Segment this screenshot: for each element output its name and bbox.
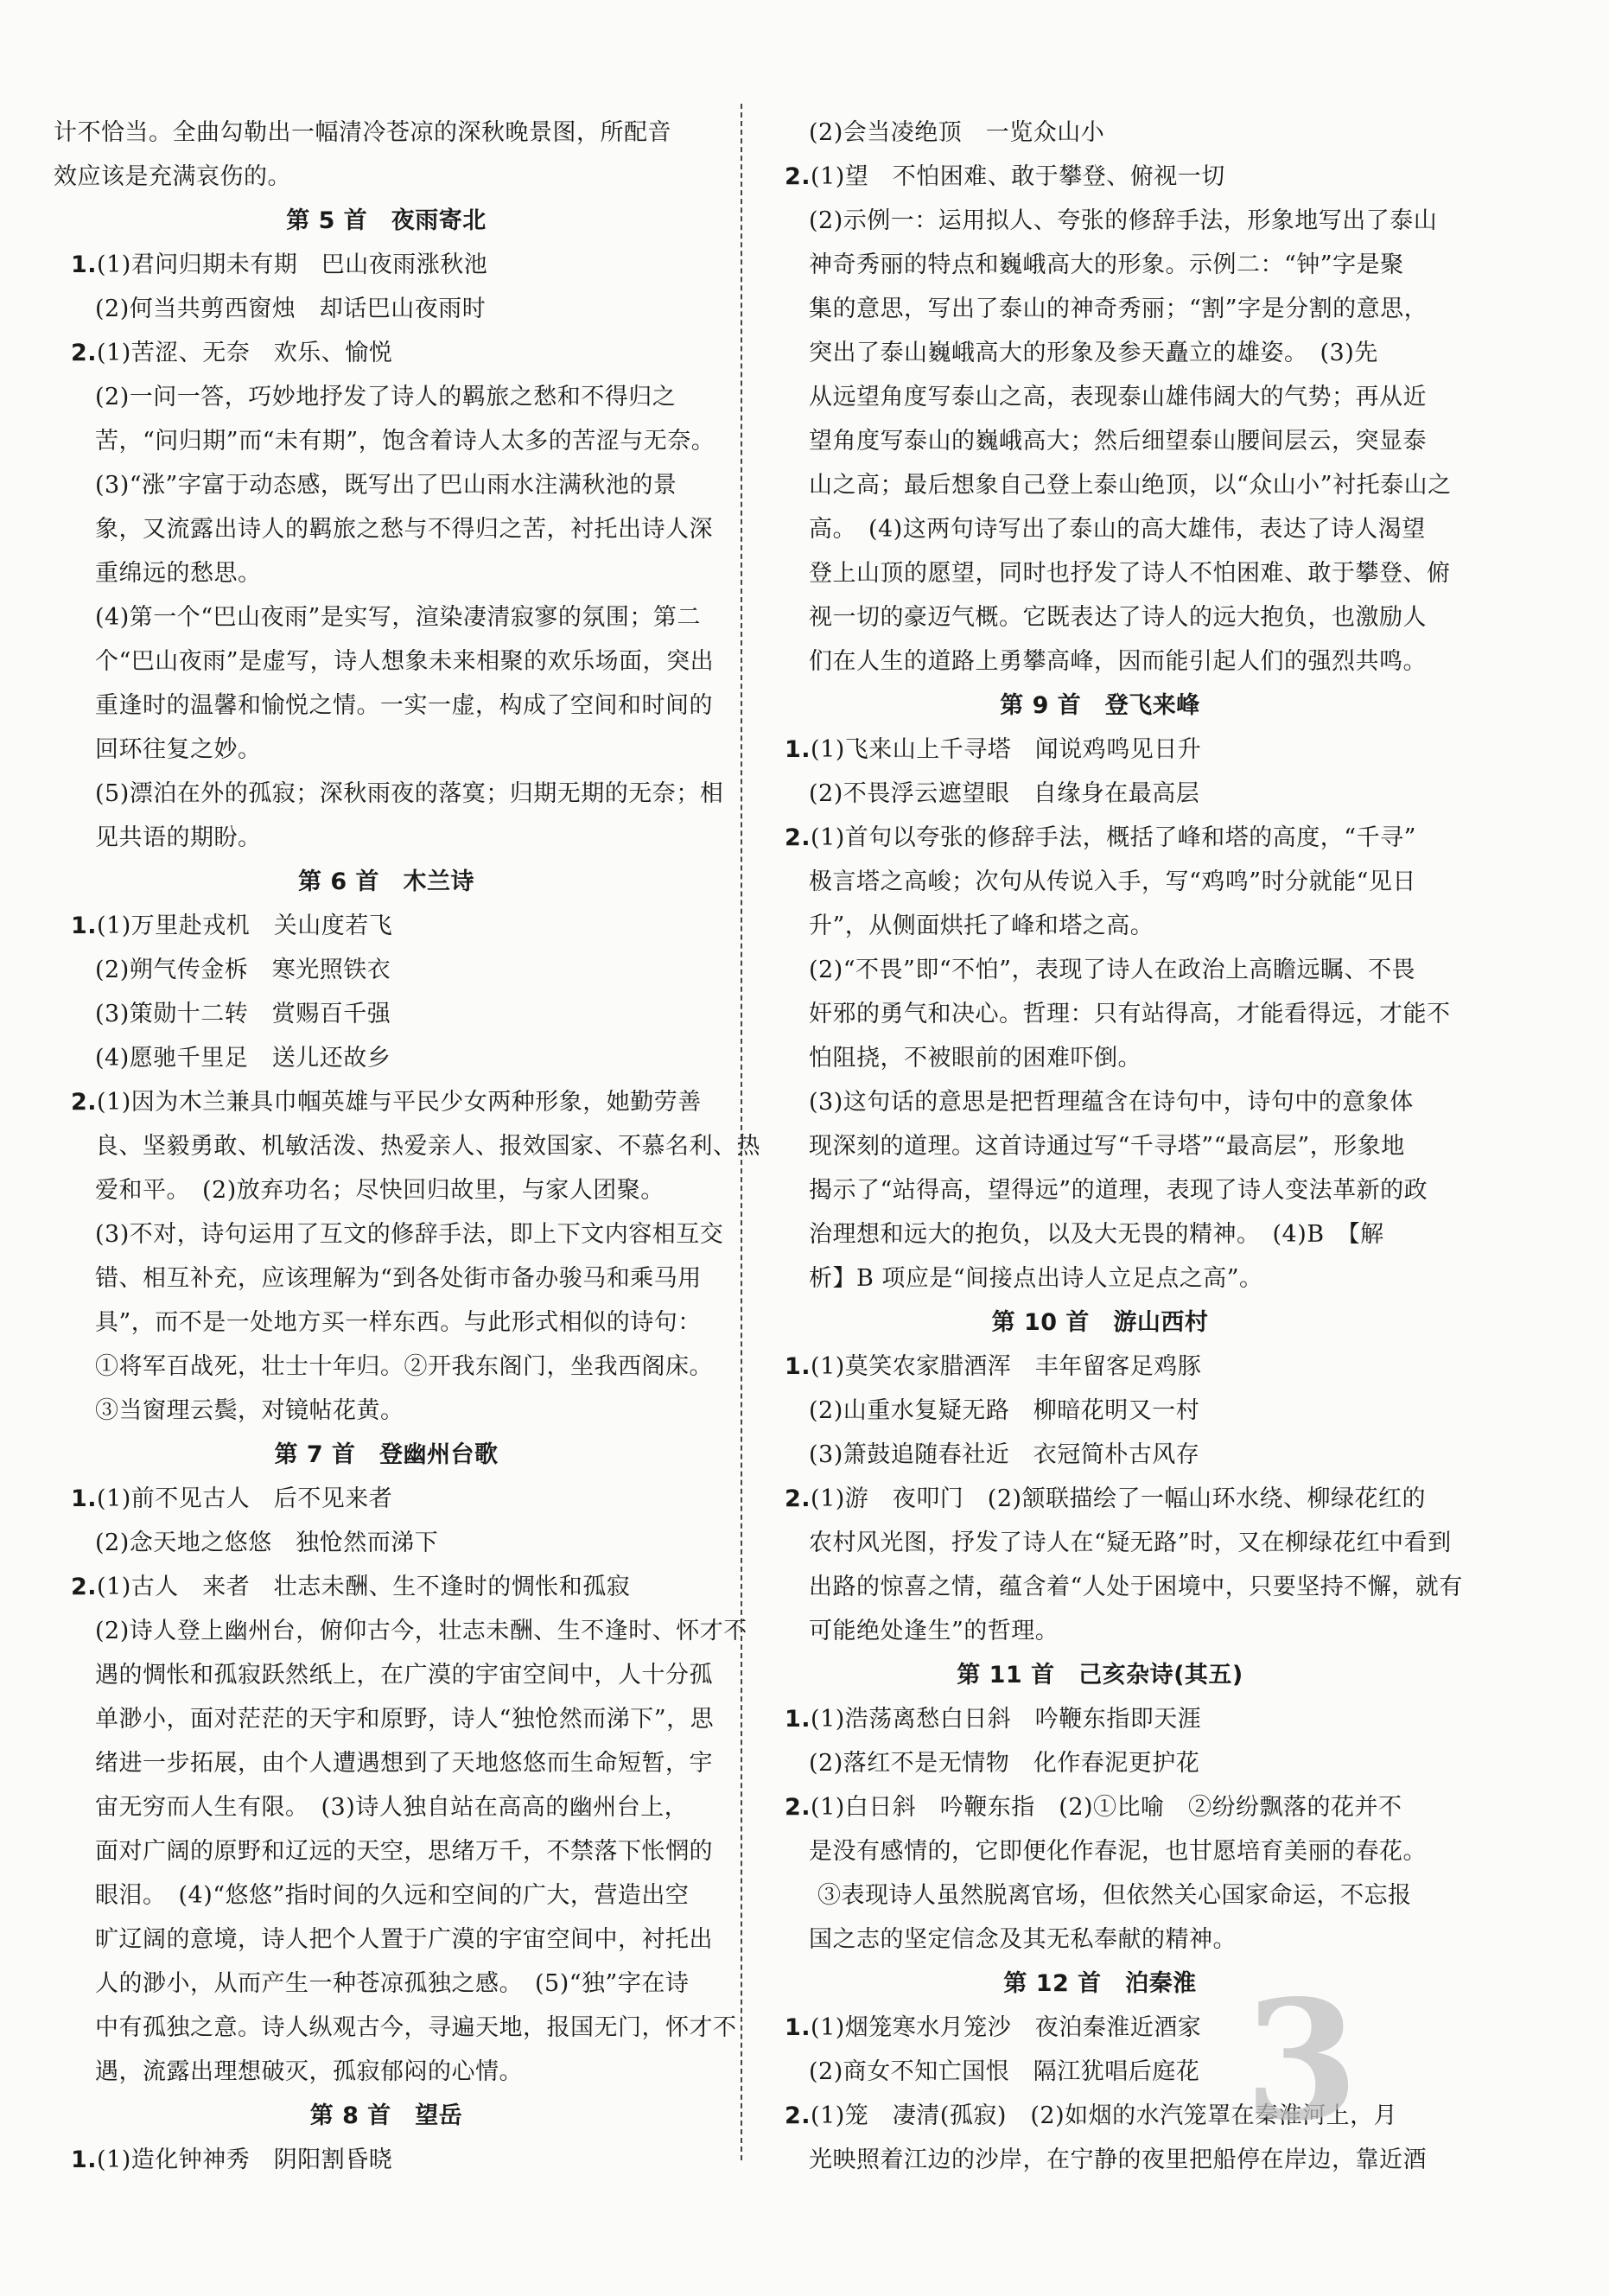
item-number: 1.	[785, 736, 811, 763]
item-number: 2.	[785, 2102, 811, 2129]
answer-item	[54, 1477, 719, 1521]
text-line: 旷辽阔的意境，诗人把个人置于广漠的宇宙空间中，衬托出	[95, 1926, 713, 1953]
answer-item	[767, 816, 1433, 860]
column-divider	[741, 104, 742, 2160]
text-line: 极言塔之高峻；次句从传说入手，写“鸡鸣”时分就能“见日	[809, 868, 1416, 895]
text-line: 国之志的坚定信念及其无私奉献的精神。	[809, 1926, 1237, 1953]
text-line: 遇的惆怅和孤寂跃然纸上，在广漠的宇宙空间中，人十分孤	[95, 1662, 713, 1689]
text-line: 见共语的期盼。	[95, 824, 262, 851]
item-number: 1.	[71, 1485, 98, 1512]
text-line: 效应该是充满哀伤的。	[54, 163, 291, 190]
text-line: (5)漂泊在外的孤寂；深秋雨夜的落寞；归期无期的无奈；相	[95, 780, 724, 807]
item-number: 2.	[785, 1485, 811, 1512]
text-line: (2)示例一：运用拟人、夸张的修辞手法，形象地写出了泰山	[809, 207, 1438, 234]
item-text: (1)前不见古人 后不见来者	[97, 1485, 393, 1512]
text-line: 治理想和远大的抱负，以及大无畏的精神。 (4)B 【解	[809, 1221, 1384, 1248]
text-line: 爱和平。 (2)放弃功名；尽快回归故里，与家人团聚。	[95, 1177, 665, 1204]
text-line: 山之高；最后想象自己登上泰山绝顶，以“众山小”衬托泰山之	[809, 472, 1452, 499]
text-line: 出路的惊喜之情，蕴含着“人处于困境中，只要坚持不懈，就有	[809, 1574, 1463, 1600]
text-line: 重逢时的温馨和愉悦之情。一实一虚，构成了空间和时间的	[95, 692, 713, 719]
section-heading: 第 6 首 木兰诗	[297, 868, 475, 895]
text-line: (3)这句话的意思是把哲理蕴含在诗句中，诗句中的意象体	[809, 1089, 1414, 1116]
text-line: 析】B 项应是“间接点出诗人立足点之高”。	[809, 1265, 1263, 1292]
item-text: (1)浩荡离愁白日斜 吟鞭东指即天涯	[811, 1706, 1202, 1733]
answer-item	[767, 1477, 1433, 1521]
answer-item	[54, 1565, 719, 1609]
item-text: (1)万里赴戎机 关山度若飞	[97, 913, 393, 939]
text-line: 苦，“问归期”而“未有期”，饱含着诗人太多的苦涩与无奈。	[95, 428, 715, 455]
item-number: 1.	[71, 913, 98, 939]
item-text: (1)苦涩、无奈 欢乐、愉悦	[97, 340, 393, 366]
item-text: (1)首句以夸张的修辞手法，概括了峰和塔的高度，“千寻”	[811, 824, 1416, 851]
answer-item	[767, 728, 1433, 772]
text-line: 是没有感情的，它即便化作春泥，也甘愿培育美丽的春花。	[809, 1838, 1427, 1865]
answer-item	[54, 2138, 719, 2182]
text-line: (2)何当共剪西窗烛 却话巴山夜雨时	[95, 296, 487, 322]
text-line: ③当窗理云鬓，对镜帖花黄。	[95, 1397, 404, 1424]
text-line: (2)诗人登上幽州台，俯仰古今，壮志未酬、生不逢时、怀才不	[95, 1618, 747, 1644]
section-heading: 第 8 首 望岳	[309, 2102, 463, 2129]
text-line: 绪进一步拓展，由个人遭遇想到了天地悠悠而生命短暂，宇	[95, 1750, 713, 1777]
answer-item	[54, 331, 719, 375]
text-line: (2)朔气传金柝 寒光照铁衣	[95, 957, 391, 983]
item-number: 2.	[71, 1574, 98, 1600]
item-text: (1)莫笑农家腊酒浑 丰年留客足鸡豚	[811, 1353, 1202, 1380]
text-line: 良、坚毅勇敢、机敏活泼、热爱亲人、报效国家、不慕名利、热	[95, 1133, 760, 1160]
text-line: 高。 (4)这两句诗写出了泰山的高大雄伟，表达了诗人渴望	[809, 516, 1426, 543]
text-line: 升”，从侧面烘托了峰和塔之高。	[809, 913, 1154, 939]
item-number: 1.	[785, 1353, 811, 1380]
section-heading: 第 7 首 登幽州台歌	[274, 1441, 499, 1468]
text-line: (2)山重水复疑无路 柳暗花明又一村	[809, 1397, 1200, 1424]
item-number: 1.	[71, 251, 98, 278]
text-line: (2)念天地之悠悠 独怆然而涕下	[95, 1530, 439, 1556]
text-line: 中有孤独之意。诗人纵观古今，寻遍天地，报国无门，怀才不	[95, 2014, 737, 2041]
text-line: 望角度写泰山的巍峨高大；然后细望泰山腰间层云，突显泰	[809, 428, 1427, 455]
text-line: 错、相互补充，应该理解为“到各处街市备办骏马和乘马用	[95, 1265, 702, 1292]
item-number: 1.	[71, 2147, 98, 2173]
item-number: 2.	[785, 1794, 811, 1821]
text-line: 怕阻挠，不被眼前的困难吓倒。	[809, 1045, 1142, 1072]
item-number: 1.	[785, 1706, 811, 1733]
text-line: (3)箫鼓追随春社近 衣冠简朴古风存	[809, 1441, 1200, 1468]
text-line: (2)会当凌绝顶 一览众山小	[809, 119, 1105, 146]
item-number: 2.	[71, 1089, 98, 1116]
item-text: (1)烟笼寒水月笼沙 夜泊秦淮近酒家	[811, 2014, 1202, 2041]
text-line: (2)落红不是无情物 化作春泥更护花	[809, 1750, 1200, 1777]
text-line: 回环往复之妙。	[95, 736, 262, 763]
item-text: (1)因为木兰兼具巾帼英雄与平民少女两种形象，她勤劳善	[97, 1089, 702, 1116]
text-line: 人的渺小，从而产生一种苍凉孤独之感。 (5)“独”字在诗	[95, 1970, 690, 1997]
item-text: (1)笼 凄清(孤寂) (2)如烟的水汽笼罩在秦淮河上，月	[811, 2102, 1398, 2129]
text-line: (2)商女不知亡国恨 隔江犹唱后庭花	[809, 2058, 1200, 2085]
page-number: 3	[1244, 1964, 1359, 2157]
text-line: (3)“涨”字富于动态感，既写出了巴山雨水注满秋池的景	[95, 472, 677, 499]
text-line: (3)策勋十二转 赏赐百千强	[95, 1001, 391, 1027]
item-text: (1)白日斜 吟鞭东指 (2)①比喻 ②纷纷飘落的花并不	[811, 1794, 1402, 1821]
item-text: (1)游 夜叩门 (2)颔联描绘了一幅山环水绕、柳绿花红的	[811, 1485, 1427, 1512]
answer-item	[54, 1080, 719, 1124]
text-line: 们在人生的道路上勇攀高峰，因而能引起人们的强烈共鸣。	[809, 648, 1427, 675]
item-text: (1)飞来山上千寻塔 闻说鸡鸣见日升	[811, 736, 1202, 763]
text-line: 神奇秀丽的特点和巍峨高大的形象。示例二：“钟”字是聚	[809, 251, 1404, 278]
text-line: 面对广阔的原野和辽远的天空，思绪万千，不禁落下怅惘的	[95, 1838, 713, 1865]
item-number: 2.	[785, 824, 811, 851]
text-line: 登上山顶的愿望，同时也抒发了诗人不怕困难、敢于攀登、俯	[809, 560, 1451, 587]
text-line: 象，又流露出诗人的羁旅之愁与不得归之苦，衬托出诗人深	[95, 516, 713, 543]
text-line: 揭示了“站得高，望得远”的道理，表现了诗人变法革新的政	[809, 1177, 1428, 1204]
text-line: 宙无穷而人生有限。 (3)诗人独自站在高高的幽州台上，	[95, 1794, 689, 1821]
text-line: (4)第一个“巴山夜雨”是实写，渲染凄清寂寥的氛围；第二	[95, 604, 701, 631]
item-text: (1)君问归期未有期 巴山夜雨涨秋池	[97, 251, 488, 278]
text-line: 突出了泰山巍峨高大的形象及参天矗立的雄姿。 (3)先	[809, 340, 1378, 366]
text-line: (4)愿驰千里足 送儿还故乡	[95, 1045, 391, 1072]
text-line: 具”，而不是一处地方买一样东西。与此形式相似的诗句：	[95, 1309, 702, 1336]
item-text: (1)望 不怕困难、敢于攀登、俯视一切	[811, 163, 1225, 190]
text-line: 集的意思，写出了泰山的神奇秀丽；“割”字是分割的意思，	[809, 296, 1428, 322]
answer-item	[54, 243, 719, 287]
text-line: 光映照着江边的沙岸，在宁静的夜里把船停在岸边，靠近酒	[809, 2147, 1427, 2173]
left-column	[54, 111, 760, 2182]
text-line: 眼泪。 (4)“悠悠”指时间的久远和空间的广大，营造出空	[95, 1882, 690, 1909]
right-column	[767, 111, 1463, 2182]
answer-item	[54, 904, 719, 948]
answer-item	[767, 1785, 1433, 1829]
text-line: 个“巴山夜雨”是虚写，诗人想象未来相聚的欢乐场面，突出	[95, 648, 715, 675]
section-heading: 第 5 首 夜雨寄北	[286, 207, 487, 234]
text-line: (3)不对，诗句运用了互文的修辞手法，即上下文内容相互交	[95, 1221, 724, 1248]
text-line: ①将军百战死，壮士十年归。②开我东阁门，坐我西阁床。	[95, 1353, 713, 1380]
text-line: 单渺小，面对茫茫的天宇和原野，诗人“独怆然而涕下”，思	[95, 1706, 715, 1733]
text-line: (2)“不畏”即“不怕”，表现了诗人在政治上高瞻远瞩、不畏	[809, 957, 1415, 983]
section-heading: 第 12 首 泊秦淮	[1003, 1970, 1197, 1997]
text-line: 重绵远的愁思。	[95, 560, 262, 587]
section-heading: 第 10 首 游山西村	[991, 1309, 1209, 1336]
item-number: 2.	[71, 340, 98, 366]
item-number: 2.	[785, 163, 811, 190]
item-text: (1)古人 来者 壮志未酬、生不逢时的惆怅和孤寂	[97, 1574, 631, 1600]
text-line: 农村风光图，抒发了诗人在“疑无路”时，又在柳绿花红中看到	[809, 1530, 1452, 1556]
answer-item	[767, 1345, 1433, 1389]
text-line: 奸邪的勇气和决心。哲理：只有站得高，才能看得远，才能不	[809, 1001, 1451, 1027]
item-number: 1.	[785, 2014, 811, 2041]
answer-item	[767, 1697, 1433, 1741]
answer-item	[767, 155, 1433, 199]
section-heading: 第 9 首 登飞来峰	[1000, 692, 1200, 719]
text-line: ③表现诗人虽然脱离官场，但依然关心国家命运，不忘报	[817, 1882, 1412, 1909]
text-line: 视一切的豪迈气概。它既表达了诗人的远大抱负，也激励人	[809, 604, 1427, 631]
text-line: 现深刻的道理。这首诗通过写“千寻塔”“最高层”，形象地	[809, 1133, 1405, 1160]
item-text: (1)造化钟神秀 阴阳割昏晓	[97, 2147, 393, 2173]
text-line: (2)不畏浮云遮望眼 自缘身在最高层	[809, 780, 1200, 807]
section-heading: 第 11 首 己亥杂诗(其五)	[957, 1662, 1243, 1689]
text-line: 从远望角度写泰山之高，表现泰山雄伟阔大的气势；再从近	[809, 384, 1427, 410]
text-line: (2)一问一答，巧妙地抒发了诗人的羁旅之愁和不得归之	[95, 384, 677, 410]
text-line: 遇，流露出理想破灭，孤寂郁闷的心情。	[95, 2058, 523, 2085]
text-line: 计不恰当。全曲勾勒出一幅清冷苍凉的深秋晚景图，所配音	[54, 119, 671, 146]
text-line: 可能绝处逢生”的哲理。	[809, 1618, 1059, 1644]
